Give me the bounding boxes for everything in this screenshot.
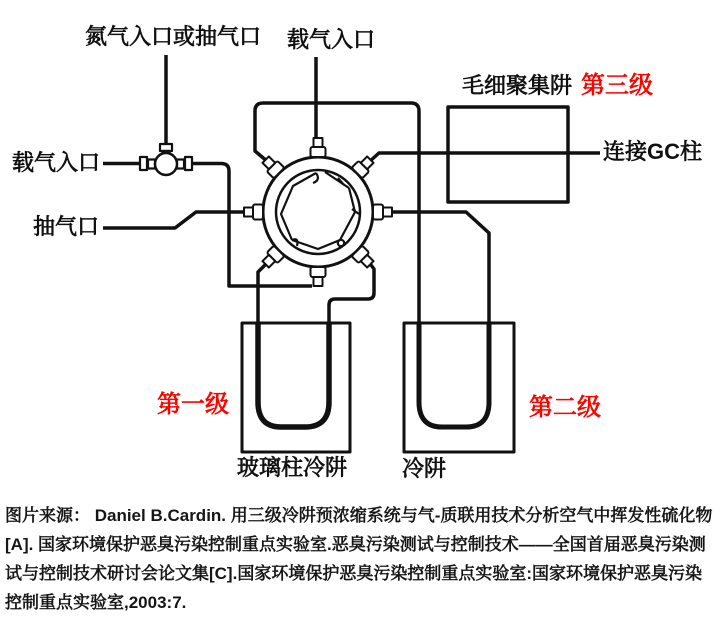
label-glass-trap: 玻璃柱冷阱 bbox=[237, 455, 348, 480]
line-pump-port bbox=[103, 212, 246, 228]
label-carrier-left: 载气入口 bbox=[12, 150, 101, 175]
label-stage2: 第二级 bbox=[529, 394, 601, 421]
caption-line: 试与控制技术研讨会论文集[C].国家环境保护恶臭污染控制重点实验室:国家环境保护恶臭污染 bbox=[5, 564, 702, 583]
u-tube-2 bbox=[419, 322, 489, 427]
u-tube-1 bbox=[258, 322, 329, 427]
label-nitrogen-inlet: 氮气入口或抽气口 bbox=[85, 24, 262, 49]
line-right-port-to-trap2 bbox=[392, 212, 489, 330]
caption-line: 图片来源： Daniel B.Cardin. 用三级冷阱预浓缩系统与气-质联用技术分析空气中挥发性硫化物 bbox=[5, 506, 713, 525]
label-stage3: 第三级 bbox=[581, 72, 653, 99]
label-pump-port: 抽气口 bbox=[33, 214, 100, 239]
caption-line: [A]. 国家环境保护恶臭污染控制重点实验室.恶臭污染测试与控制技术——全国首届恶臭污染测 bbox=[5, 535, 706, 554]
line-to-gc bbox=[369, 153, 600, 162]
label-carrier-top: 载气入口 bbox=[287, 27, 376, 52]
line-bottomleft-to-trap1 bbox=[258, 263, 267, 330]
caption-line: 控制重点实验室,2003:7. bbox=[5, 593, 187, 612]
line-bottomright-to-trap1 bbox=[329, 261, 374, 330]
label-capillary-trap: 毛细聚集阱 bbox=[462, 73, 573, 98]
label-cold-trap: 冷阱 bbox=[402, 456, 447, 481]
rotary-valve bbox=[244, 138, 392, 286]
label-gc-column: 连接GC柱 bbox=[603, 139, 703, 164]
image-source-caption bbox=[5, 501, 725, 617]
label-stage1: 第一级 bbox=[157, 391, 229, 418]
three-way-valve bbox=[140, 144, 192, 175]
